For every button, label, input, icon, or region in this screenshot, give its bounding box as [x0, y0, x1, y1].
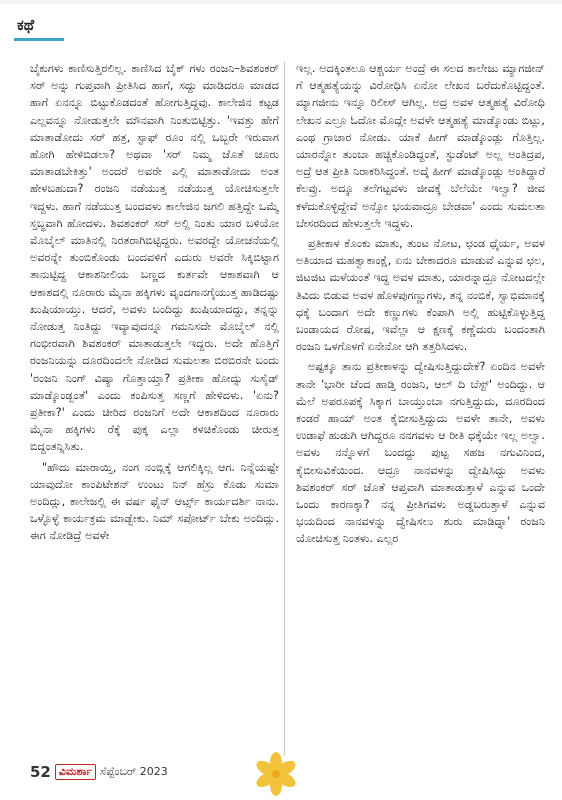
page-number: 52	[30, 763, 51, 781]
top-accent-bar	[0, 0, 562, 4]
paragraph: ಇಲ್ಲ. ಅದಕ್ಕಿಂತಲೂ ಆಶ್ಚರ್ಯ ಅಂದ್ರೆ ಈ ಸಲದ ಕಾಲೇಜು ಮ್ಯಾಗಜೀನ್ ಗೆ ಆತ್ಮಹತ್ಯೆಯನ್ನು ವಿರೋಧಿಸಿ ಏನೋ ಲೇಖನ ಬರೆದುಕೊಟ್ಟಿದ್ದಂತೆ. ಮ್ಯಾಗಜೀನು ಇನ್ನೂ ರಿಲೀಸ್ ಆಗಿಲ್ಲ. ಅದ್ರ ಅವಳ ಆತ್ಮಹತ್ಯೆ ವಿರೋಧಿ ಲೇಖನ ಎಲ್ರೂ ಓದೋ ಮೊದ್ಲೇ ಅವಳೇ ಆತ್ಮಹತ್ಯೆ ಮಾಡ್ಕೊಂಡು ಬಿಟ್ಲು, ಎಂಥ ಗ್ರಾಚಾರ ನೋಡು. ಯಾಕೆ ಹೀಗ್ ಮಾಡ್ಕೊಂಡ್ಲು ಗೊತ್ತಿಲ್ಲ. ಯಾರನ್ನೋ ತುಂಬಾ ಹಚ್ಚಿಕೊಂಡಿದ್ದಂತೆ, ಸ್ಟುಡೆಂಟ್ ಅಲ್ಲ ಅಂತಿದ್ರಪ, ಅದ್ರೆ ಆತ ಪ್ರೀತಿ ನಿರಾಕರಿಸಿದ್ದಂತೆ. ಅದ್ಕೆ ಹೀಗ್ ಮಾಡ್ಕೊಂಡ್ಲು ಅಂತಿದ್ದಾರೆ ಕೆಲವ್ರು. ಅದ್ಕೂ ತಲೆಗಟ್ಟವಳು ಜೀವಕ್ಕೆ ಬೆಲೆಯೇ ಇಲ್ವಾ? ಜೀವ ಕಳೆದುಕೊಳ್ಳಿದ್ದೇವೆ ಅನ್ಸೋ ಭಯವಾದ್ರೂ ಬೇಡವಾ' ಎಂದು ಸುಮಲತಾ ಬೇಸರದಿಂದ ಹೇಳುತ್ತಲೇ ಇದ್ದಳು.	[296, 62, 545, 230]
right-column	[296, 60, 545, 756]
article-body	[30, 60, 545, 756]
issue-date: ಸೆಪ್ಟೆಂಬರ್ 2023	[100, 765, 168, 778]
flower-icon	[252, 750, 300, 798]
page-footer	[30, 760, 168, 784]
paragraph: "ಹೌದು ಮಾರಾಯ್ತಿ, ನಂಗ ನಂಬ್ಲಿಕ್ಕೆ ಆಗಲಿಕ್ಕಿಲ್ಲ ಆಗ. ನಿನ್ನೆಯಷ್ಟೇ ಯಾವುದೋ ಕಾಂಪಿಟೇಶನ್ ಉಂಟು ನಿನ್ ಹೆಸ್ರು ಕೊಡು ಸುಮಾ ಅಂದಿದ್ಲು, ಕಾಲೇಜಲ್ಲಿ ಈ ವರ್ಷ ಫೈನ್ ಆರ್ಟ್ಸ್ ಕಾರ್ಯದರ್ಶಿ ನಾನು. ಒಳ್ಳೊಳ್ಳೆ ಕಾರ್ಯಕ್ರಮ ಮಾಡ್ಬೇಕು. ನಿಮ್ ಸಪೋರ್ಟ್ ಬೇಕು ಅಂದಿದ್ಲು. ಈಗ ನೋಡಿದ್ರೆ ಅವಳೇ	[30, 460, 279, 543]
header-accent-line	[14, 38, 64, 41]
left-column	[30, 60, 279, 756]
paragraph: ಬೈಕುಗಳು ಕಾಣಿಸುತ್ತಿರಲಿಲ್ಲ. ಕಾಣಿಸಿದ ಬೈಕ್ ಗಳು ರಂಜನಿ–ಶಿವಶಂಕರ್ ಸರ್ ಅನ್ನು ಗುಪ್ತವಾಗಿ ಪ್ರೀತಿಸಿದ ಹಾಗೆ, ಸದ್ದು ಮಾಡಿದರೂ ಮಾಡದ ಹಾಗೆ ಏನನ್ನೂ ಬಿಟ್ಟುಕೊಡದಂತೆ ಹೋಗುತ್ತಿದ್ದವು. ಕಾಲೇಜಿನ ಕಟ್ಟಡ ಎಲ್ಲವನ್ನೂ ನೋಡುತ್ತಲೇ ಮೌನವಾಗಿ ನಿಂತುಬಿಟ್ಟಿತ್ತು. 'ಇವತ್ತು ಹೇಗೆ ಮಾತಾಡೋದು ಸರ್ ಹತ್ರ, ಸ್ಟಾಫ್ ರೂಂ ನಲ್ಲಿ ಒಬ್ಬರೇ ಇರುವಾಗ ಹೋಗಿ ಹೇಳಿಬಿಡಲಾ? ಅಥವಾ 'ಸರ್ ನಿಮ್ಮ ಜೊತೆ ಚೂರು ಮಾತಾಡಬೇಕಿತ್ತು' ಅಂದರೆ ಅವರೇ ಎಲ್ಲಿ ಮಾತಾಡೋದು ಅಂತ ಹೇಳಬಹುದಾ? ರಂಜನಿ ನಡೆಯುತ್ತ ನಡೆಯುತ್ತ ಯೋಚಿಸುತ್ತಲೇ ಇದ್ದಳು. ಹಾಗೆ ನಡೆಯುತ್ತ ಬಂದವಳು ಕಾಲೇಜಿನ ಜಗಲಿ ಹತ್ತಿದ್ದೇ ಒಮ್ಮೆ ಸ್ತಬ್ಧವಾಗಿ ಹೋದಳು. ಶಿವಶಂಕರ್ ಸರ್ ಅಲ್ಲಿ ನಿಂತು ಯಾರ ಬಳಿಯೋ ಮೊಬೈಲ್ ಮಾತಿನಲ್ಲಿ ನಿರತರಾಗಿಬಿಟ್ಟಿದ್ದರು. ಅವರದ್ದೇ ಯೋಚನೆಯಲ್ಲಿ ಅವರನ್ನೇ ತುಂಬಿಕೊಂಡು ಬಂದವಳಿಗೆ ಎದುರು ಅವರೇ ಸಿಕ್ಕಿಬಿಟ್ಟಾಗ ತಾನುಟ್ಟಿದ್ದ ಆಕಾಶನೀಲಿಯ ಬಣ್ಣದ ಕುರ್ತವೇ ಆಕಾಶವಾಗಿ ಆ ಆಕಾಶದಲ್ಲಿ ನೂರಾರು ಮೈನಾ ಹಕ್ಕಿಗಳು ವೃಂದಗಾನಗೈಯುತ್ತ ಹಾಡಿದಷ್ಟು ಖುಷಿಯಾಯ್ತು. ಆದರೆ, ಅವಳು ಬಂದಿದ್ದು ಖುಷಿಯಾದದ್ದು, ತನ್ನನ್ನು ನೋಡುತ್ತ ನಿಂತಿದ್ದು ಇವ್ಯಾವುದನ್ನೂ ಗಮನಿಸದೇ ಮೊಬೈಲ್ ನಲ್ಲಿ ಗಂಭೀರವಾಗಿ ಶಿವಶಂಕರ್ ಮಾತಾಡುತ್ತಲೇ ಇದ್ದರು. ಅದೇ ಹೊತ್ತಿಗೆ ರಂಜನಿಯನ್ನು ದೂರದಿಂದಲೇ ನೋಡಿದ ಸುಮಲತಾ ಬಿರಬಿರನೇ ಬಂದು 'ರಂಜನಿ ನಿಂಗ್ ವಿಷ್ಯಾ ಗೊತ್ತಾಯ್ತಾ? ಪ್ರತೀಕಾ ಹೋದ್ಸು ಸುಸೈಡ್ ಮಾಡ್ಕೊಂಡ್ಬಂತೆ' ಎಂದು ಕಂಪಿಸುತ್ತ ಸಣ್ಣಗೆ ಹೇಳಿದಳು. 'ಏನು? ಪ್ರತೀಕಾ?' ಎಂದು ಚೀರಿದ ರಂಜನಿಗೆ ಅದೇ ಆಕಾಶದಿಂದ ನೂರಾರು ಮೈನಾ ಹಕ್ಕಿಗಳು ರೆಕ್ಕೆ ಪುಕ್ಕ ಎಲ್ಲಾ ಕಳಚಿಕೊಂಡು ಚೀರುತ್ತ ಬಿದ್ದಂತನ್ನಿಸಿತು.	[30, 62, 279, 454]
paragraph: ಅಷ್ಟಕ್ಕೂ ತಾನು ಪ್ರತೀಕಾಳನ್ನು ದ್ವೇಷಿಸುತ್ತಿದ್ದುದೇಕೆ? ಏಂದಿನ ಅವಳೇ ತಾನೇ 'ಭಾರೀ ಚೆಂದ ಹಾಡ್ತಿ ರಂಜನಿ, ಆಲ್ ದಿ ಬೆಸ್ಟ್' ಅಂದಿದ್ದು. ಆ ಮೆಲೆ ಅಪರೂಪಕ್ಕೆ ಸಿಕ್ಕಾಗ ಬಾಯ್ತುಂಬಾ ನಗುತ್ತಿದ್ದುದು, ದೂರದಿಂದ ಕಂಡರೆ ಹಾಯ್ ಅಂತ ಕೈಬೀಸುತ್ತಿದ್ದುದು ಅವಳೇ ತಾನೇ, ಅವಳು ಉಡಾಫೆ ಹುಡುಗಿ ಆಗಿದ್ದರೂ ನನಗವಳು ಆ ರೀತಿ ಧಕ್ಕೆಯೇ ಇಲ್ಲ ಅಲ್ವಾ. ಅವಳು ನನ್ನೊಳಗೆ ಬಂದದ್ದು ಪುಟ್ಟ ಸಹಜ ನಗುವಿನಿಂದ, ಕೈಬೀಸುವಿಕೆಯಿಂದ. ಆದ್ರೂ ನಾನವಳನ್ನು ದ್ವೇಷಿಸಿದ್ದು ಅವಳು ಶಿವಶಂಕರ್ ಸರ್ ಜೊತೆ ಆಪ್ತವಾಗಿ ಮಾತಾಡುತ್ತಾಳೆ ಎನ್ನುವ ಒಂದೇ ಒಂದು ಕಾರಣಕ್ಕಾ? ನನ್ನ ಪ್ರೀತಿಗವಳು ಅಡ್ಡಬರುತ್ತಾಳೆ ಎನ್ನುವ ಭಯದಿಂದ ನಾನವಳನ್ನು ದ್ವೇಷಿಸಲು ಶುರು ಮಾಡಿದ್ನಾ' ರಂಜನಿ ಯೋಚಿಸುತ್ತ ನಿಂತಳು. ಎಲ್ಲರ	[296, 360, 545, 546]
paragraph: ಪ್ರತೀಕಾಳ ಕೊಂಕು ಮಾತು, ತುಂಟ ನೋಟ, ಛಂಡ ಧೈರ್ಯ, ಅವಳ ಅತಿಯಾದ ಮಹತ್ವಾಕಾಂಕ್ಷೆ, ಏನು ಬೇಕಾದರೂ ಮಾಡುವೆ ಎನ್ನುವ ಛಲ, ಜಿಟಜಿಟ ಮಳೆಯಂತೆ ಇದ್ದ ಅವಳ ಮಾತು, ಯಾರನ್ನಾದ್ರೂ ನೋಟದಲ್ಲೇ ತಿವಿದು ಬಿಡುವ ಅವಳ ಹೊಳಪುಗಣ್ಣುಗಳು, ತನ್ನ ನಂಬಿಕೆ, ಸ್ವಾಭಿಮಾನಕ್ಕೆ ಧಕ್ಕೆ ಬಂದಾಗ ಅದೇ ಕಣ್ಣುಗಳು ಕೆಂಪಾಗಿ ಅಲ್ಲಿ ಹುಟ್ಟಿಕೊಳ್ಳುತ್ತಿದ್ದ ಬಂಡಾಯದ ರೋಷ, ಇವೆಲ್ಲಾ ಆ ಕ್ಷಣಕ್ಕೆ ಕಣ್ಣೆದುರು ಬಂದಂತಾಗಿ ರಂಜನಿ ಒಳಗೊಳಗೆ ಏನೇನೋ ಆಗಿ ತತ್ತರಿಸಿದಳು.	[296, 237, 545, 354]
magazine-name: ವಿಮರ್ಶಾ	[55, 764, 96, 780]
section-label: ಕಥೆ	[17, 16, 35, 34]
